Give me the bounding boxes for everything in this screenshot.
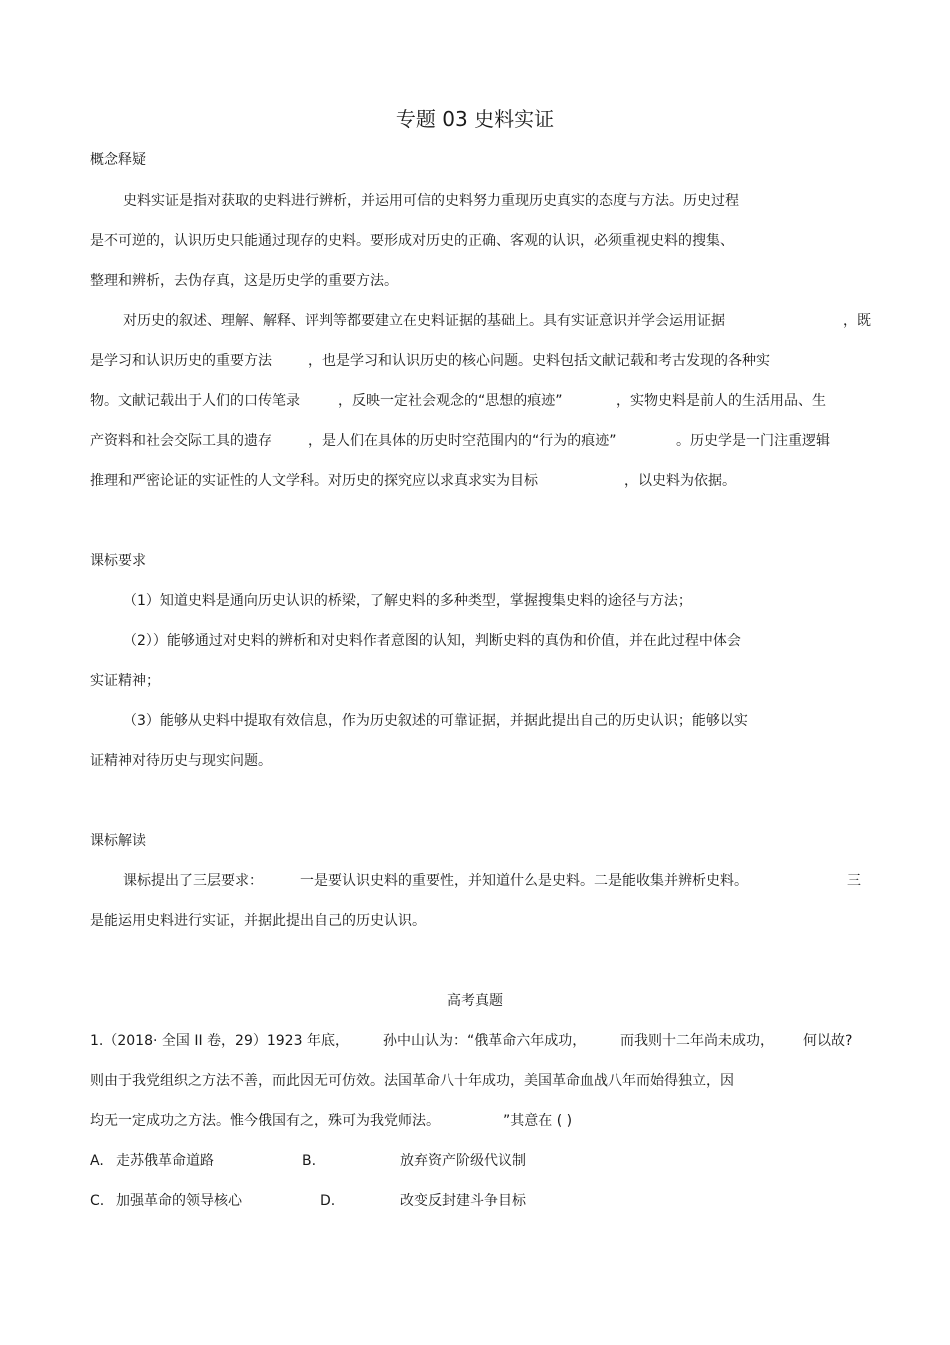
option-a-text: 走苏俄革命道路	[116, 1153, 214, 1169]
paragraph-line: 一是要认识史料的重要性，并知道什么是史料。二是能收集并辨析史料。	[300, 873, 748, 889]
paragraph-line: 是学习和认识历史的重要方法	[90, 353, 272, 369]
paragraph-line: 是能运用史料进行实证，并据此提出自己的历史认识。	[90, 913, 426, 929]
question-line: 何以故?	[803, 1033, 853, 1049]
requirement-item: （3）能够从史料中提取有效信息，作为历史叙述的可靠证据，并据此提出自己的历史认识；能够以实	[123, 713, 748, 729]
paragraph-line: 是不可逆的，认识历史只能通过现存的史料。要形成对历史的正确、客观的认识，必须重视史料的搜集、	[90, 233, 734, 249]
requirement-item: （1）知道史料是通向历史认识的桥梁，了解史料的多种类型，掌握搜集史料的途径与方法；	[123, 593, 692, 609]
question-line: 而我则十二年尚未成功，	[620, 1033, 774, 1049]
question-line: 均无一定成功之方法。惟今俄国有之，殊可为我党师法。	[90, 1113, 440, 1129]
paragraph-line: 史料实证是指对获取的史料进行辨析，并运用可信的史料努力重现历史真实的态度与方法。历史过程	[123, 193, 739, 209]
page-title: 专题 03 史料实证	[395, 107, 555, 131]
option-d-letter: D.	[320, 1193, 336, 1209]
option-b-letter: B.	[302, 1153, 317, 1169]
option-c-letter: C.	[90, 1193, 105, 1209]
option-b-text: 放弃资产阶级代议制	[400, 1153, 526, 1169]
paragraph-line: 推理和严密论证的实证性的人文学科。对历史的探究应以求真求实为目标	[90, 473, 538, 489]
paragraph-line: ，以史料为依据。	[624, 473, 736, 489]
option-d-text: 改变反封建斗争目标	[400, 1193, 526, 1209]
requirement-item: 实证精神；	[90, 673, 160, 689]
paragraph-line: 对历史的叙述、理解、解释、评判等都要建立在史料证据的基础上。具有实证意识并学会运用证据	[123, 313, 725, 329]
requirement-item: 证精神对待历史与现实问题。	[90, 753, 272, 769]
question-line: ”其意在 ( )	[503, 1113, 573, 1129]
paragraph-line: ，也是学习和认识历史的核心问题。史料包括文献记载和考古发现的各种实	[308, 353, 770, 369]
section-heading-concept: 概念释疑	[90, 152, 146, 168]
paragraph-line: 整理和辨析，去伪存真，这是历史学的重要方法。	[90, 273, 398, 289]
paragraph-line: 三	[847, 873, 861, 889]
question-line: 则由于我党组织之方法不善，而此因无可仿效。法国革命八十年成功，美国革命血战八年而始得独立，因	[90, 1073, 734, 1089]
option-a-letter: A.	[90, 1153, 104, 1169]
section-heading-exam: 高考真题	[447, 993, 503, 1009]
option-c-text: 加强革命的领导核心	[116, 1193, 242, 1209]
paragraph-line: 产资料和社会交际工具的遗存	[90, 433, 272, 449]
section-heading-interpretation: 课标解读	[90, 833, 146, 849]
paragraph-line: ，实物史料是前人的生活用品、生	[616, 393, 826, 409]
paragraph-line: 物。文献记载出于人们的口传笔录	[90, 393, 300, 409]
paragraph-line: 课标提出了三层要求：	[123, 873, 263, 889]
question-line: 孙中山认为：“俄革命六年成功，	[383, 1033, 587, 1049]
paragraph-line: ，既	[843, 313, 871, 329]
paragraph-line: ，反映一定社会观念的“思想的痕迹”	[338, 393, 563, 409]
section-heading-requirements: 课标要求	[90, 553, 146, 569]
question-line: 1.（2018· 全国 II 卷，29）1923 年底，	[90, 1033, 349, 1049]
requirement-item: （2））能够通过对史料的辨析和对史料作者意图的认知，判断史料的真伪和价值，并在此过程中体会	[123, 633, 741, 649]
paragraph-line: 。历史学是一门注重逻辑	[676, 433, 830, 449]
paragraph-line: ，是人们在具体的历史时空范围内的“行为的痕迹”	[308, 433, 617, 449]
